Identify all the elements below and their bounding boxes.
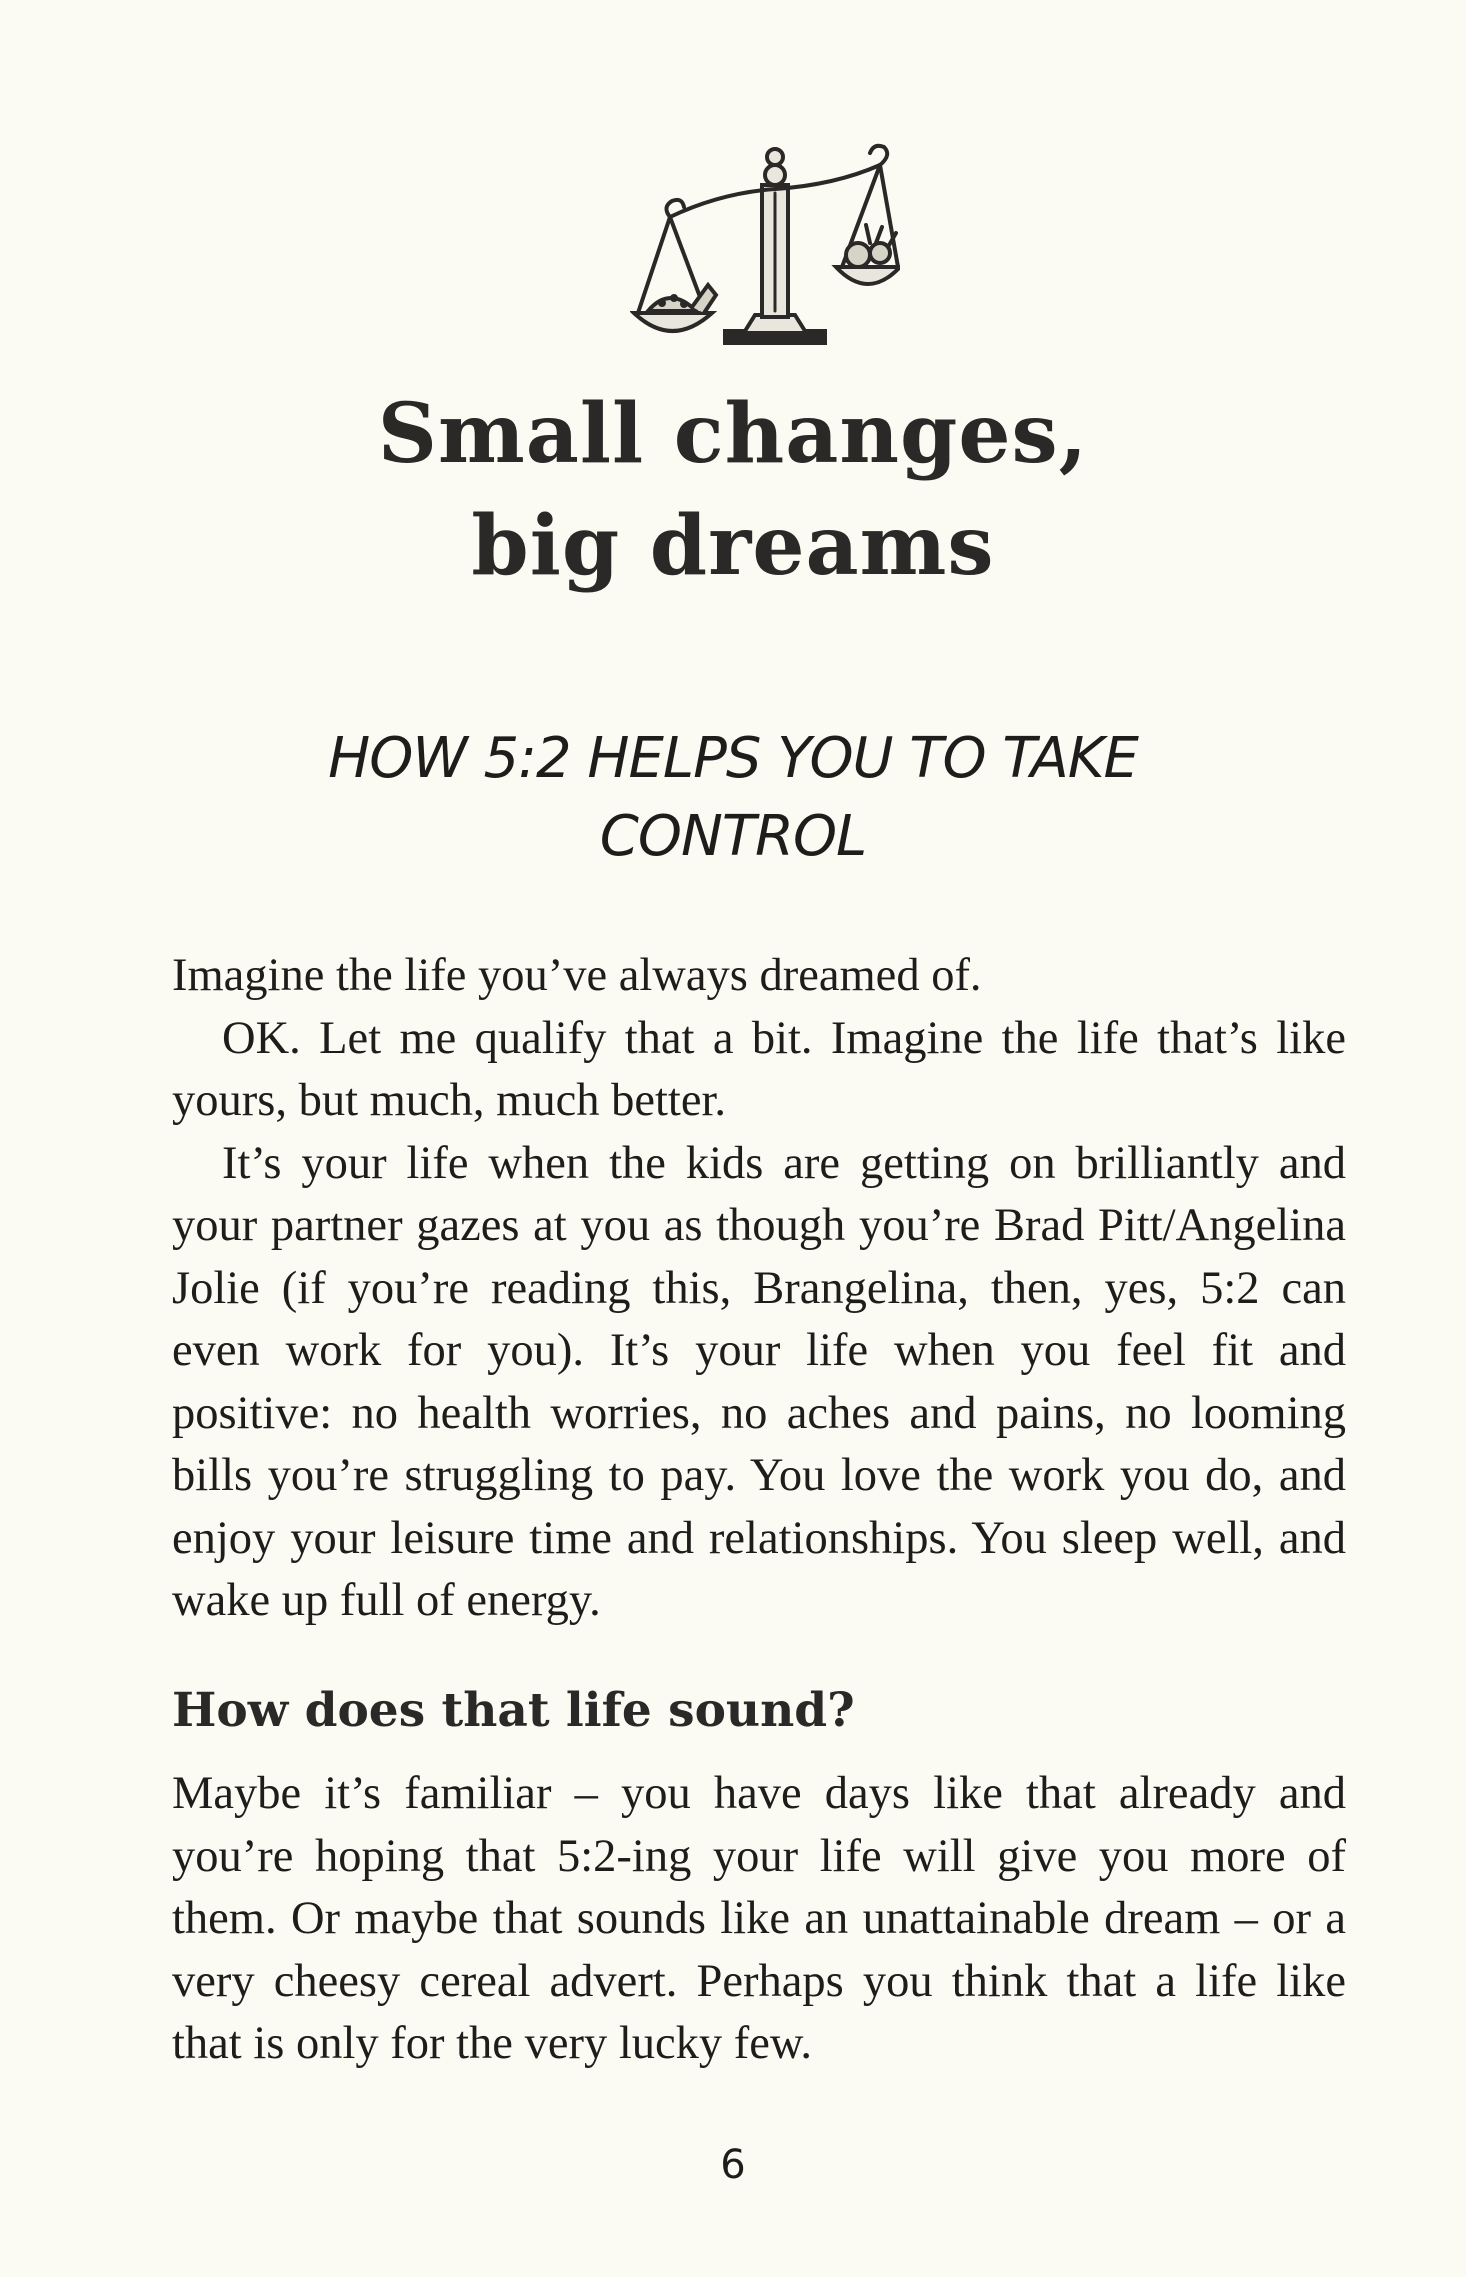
chapter-title-line-2: big dreams [471, 498, 995, 594]
chapter-title-line-1: Small changes, [377, 386, 1089, 482]
chapter-subtitle-line-1: HOW 5:2 HELPS YOU TO TAKE [328, 726, 1138, 791]
paragraph: Maybe it’s familiar – you have days like that already and you’re hoping that 5:2-ing your life will give you more of them. Or maybe that sounds like an unattainable dream – or a very cheesy cereal advert. Perhaps you think that a life like that is only for the very lucky few. [172, 1768, 1346, 2069]
chapter-subtitle-line-2: CONTROL [599, 804, 867, 869]
section-heading: How does that life sound? [172, 1683, 855, 1738]
paragraph: Imagine the life you’ve always dreamed of. [172, 950, 982, 1001]
section-text [172, 1763, 1346, 2076]
chapter-subtitle [0, 720, 1466, 876]
intro-text [172, 945, 1346, 1633]
balance-scale-icon [630, 135, 900, 355]
paragraph: OK. Let me qualify that a bit. Imagine the life that’s like yours, but much, much better. [172, 1012, 1346, 1126]
chapter-title [0, 378, 1466, 602]
paragraph: It’s your life when the kids are getting on brilliantly and your partner gazes at you as though you’re Brad Pitt/Angelina Jolie (if you’re reading this, Brangelina, then, yes, 5:2 can even work for you). It’s your life when you feel fit and positive: no health worries, no aches and pains, no looming bills you’re struggling to pay. You love the work you do, and enjoy your leisure time and relationships. You sleep well, and wake up full of energy. [172, 1137, 1346, 1626]
page-number: 6 [720, 2142, 746, 2188]
